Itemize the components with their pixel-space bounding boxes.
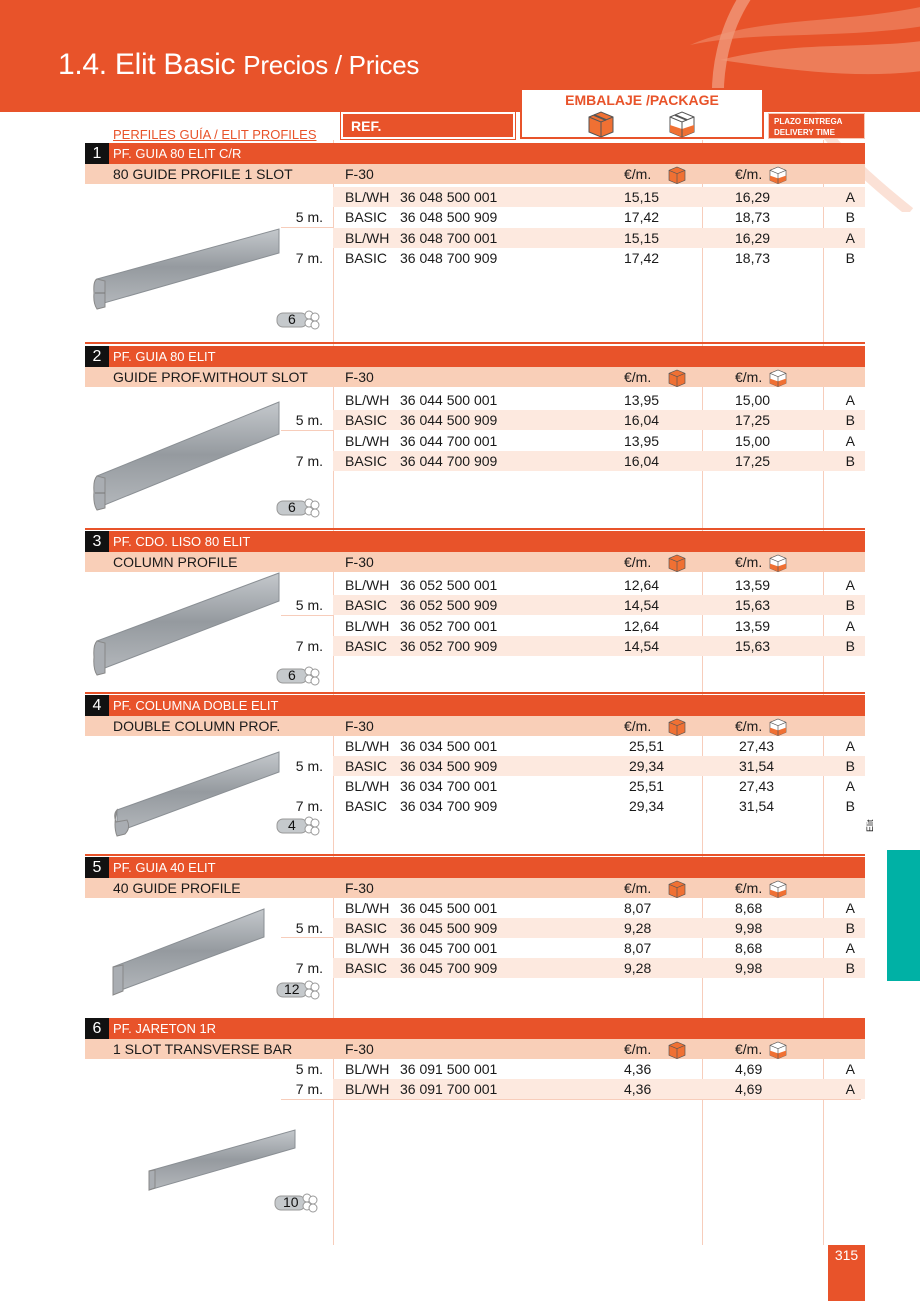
price-open: 31,54: [739, 798, 775, 814]
section-number: 6: [85, 1018, 109, 1039]
finish: BASIC: [345, 453, 388, 469]
section-divider: [85, 692, 865, 694]
box-closed-icon: [667, 879, 687, 899]
ref-code: 36 091 700 001: [400, 1081, 498, 1097]
ref-code: 36 052 500 909: [400, 597, 498, 613]
finish: BL/WH: [345, 1061, 390, 1077]
product-section-3: [85, 531, 865, 694]
delivery-code: A: [845, 189, 855, 205]
table-row: [333, 595, 865, 615]
ref-head: F-30: [345, 718, 374, 734]
section-number: 2: [85, 346, 109, 367]
profile-image: [93, 571, 283, 686]
price-open: 17,25: [735, 453, 771, 469]
profile-image: [93, 396, 283, 516]
price-open: 13,59: [735, 618, 771, 634]
page-title: [58, 48, 419, 82]
price-closed-head: [624, 718, 651, 734]
price-closed: 16,04: [624, 412, 660, 428]
table-row: [333, 918, 865, 938]
table-row: [333, 410, 865, 430]
price-closed: 16,04: [624, 453, 660, 469]
bundle-count: 6: [288, 667, 296, 683]
finish: BASIC: [345, 960, 388, 976]
table-row: [333, 616, 865, 636]
length-label: 5 m.: [295, 1061, 323, 1077]
price-closed: 15,15: [624, 230, 660, 246]
table-row: [333, 636, 865, 656]
price-closed-head: [624, 880, 651, 896]
table-row: [333, 756, 865, 776]
finish: BL/WH: [345, 577, 390, 593]
box-closed-icon: [667, 368, 687, 388]
section-subheader: [85, 367, 865, 387]
delivery-column-header: [768, 113, 865, 139]
bundle-count: 10: [283, 1194, 299, 1210]
section-label: PERFILES GUÍA / ELIT PROFILES: [113, 127, 317, 142]
ref-code: 36 091 500 001: [400, 1061, 498, 1077]
section-title: PF. GUIA 40 ELIT: [113, 860, 216, 875]
section-subheader: [85, 878, 865, 898]
product-section-6: [85, 1018, 865, 1228]
table-row: [333, 390, 865, 410]
table-row: [333, 796, 865, 816]
table-row: [333, 958, 865, 978]
package-header-label: EMBALAJE /PACKAGE: [565, 92, 719, 108]
delivery-code: A: [845, 230, 855, 246]
price-closed: 4,36: [624, 1061, 652, 1077]
price-open: 15,63: [735, 638, 771, 654]
box-closed-icon: [667, 1040, 687, 1060]
product-section-5: [85, 857, 865, 1017]
price-closed-label: €/m.: [624, 718, 652, 734]
finish: BASIC: [345, 597, 388, 613]
section-title: PF. GUIA 80 ELIT: [113, 349, 216, 364]
bundle-icon: [275, 979, 321, 1006]
box-open-icon: [768, 368, 788, 388]
product-name: 1 SLOT TRANSVERSE BAR: [113, 1041, 293, 1057]
finish: BASIC: [345, 209, 388, 225]
price-open: 15,00: [735, 433, 771, 449]
length-label: 7 m.: [295, 1081, 323, 1097]
price-closed-label: €/m.: [624, 369, 652, 385]
section-subheader: [85, 164, 865, 184]
price-closed: 9,28: [624, 920, 652, 936]
price-closed: 4,36: [624, 1081, 652, 1097]
package-column-header: [520, 88, 764, 139]
delivery-code: A: [845, 577, 855, 593]
ref-code: 36 044 500 001: [400, 392, 498, 408]
price-closed-label: €/m.: [624, 880, 652, 896]
delivery-code: A: [845, 1061, 855, 1077]
section-title: PF. COLUMNA DOBLE ELIT: [113, 698, 279, 713]
box-open-icon: [768, 165, 788, 185]
price-open: 18,73: [735, 209, 771, 225]
ref-code: 36 034 700 001: [400, 778, 498, 794]
ref-column-header: REF.: [341, 112, 515, 139]
ref-code: 36 045 700 001: [400, 940, 498, 956]
price-open-label: €/m.: [735, 369, 763, 385]
table-row: [333, 187, 865, 207]
price-closed: 15,15: [624, 189, 660, 205]
delivery-code: B: [845, 597, 855, 613]
ref-code: 36 034 500 001: [400, 738, 498, 754]
finish: BL/WH: [345, 230, 390, 246]
price-open: 9,98: [735, 920, 763, 936]
length-label: 5 m.: [295, 412, 323, 428]
delivery-code: A: [845, 1081, 855, 1097]
price-closed: 13,95: [624, 433, 660, 449]
delivery-code: B: [845, 758, 855, 774]
table-row: [333, 207, 865, 227]
product-name: COLUMN PROFILE: [113, 554, 238, 570]
price-open: 8,68: [735, 940, 763, 956]
length-label: 7 m.: [295, 250, 323, 266]
price-closed: 25,51: [629, 778, 665, 794]
profile-image: [113, 750, 283, 845]
price-open-label: €/m.: [735, 718, 763, 734]
table-row: [333, 451, 865, 471]
finish: BASIC: [345, 412, 388, 428]
box-closed-icon: [667, 165, 687, 185]
price-open: 27,43: [739, 778, 775, 794]
product-section-1: [85, 143, 865, 343]
table-row: [333, 898, 865, 918]
table-row: [333, 776, 865, 796]
product-name: 40 GUIDE PROFILE: [113, 880, 241, 896]
delivery-header-line2: DELIVERY TIME: [774, 128, 835, 137]
header-banner: [0, 0, 920, 112]
page-number-box: [828, 1245, 865, 1301]
section-number: 4: [85, 695, 109, 716]
ref-code: 36 034 500 909: [400, 758, 498, 774]
profile-image: [109, 907, 269, 1007]
price-open-label: €/m.: [735, 554, 763, 570]
finish: BASIC: [345, 920, 388, 936]
finish: BL/WH: [345, 433, 390, 449]
profile-image: [93, 223, 283, 323]
price-open-head: [735, 1041, 762, 1057]
finish: BL/WH: [345, 900, 390, 916]
delivery-code: B: [845, 920, 855, 936]
price-open-label: €/m.: [735, 1041, 763, 1057]
finish: BL/WH: [345, 940, 390, 956]
table-row: [333, 575, 865, 595]
ref-code: 36 048 500 001: [400, 189, 498, 205]
length-label: 5 m.: [295, 209, 323, 225]
finish: BL/WH: [345, 392, 390, 408]
price-closed-label: €/m.: [624, 166, 652, 182]
length-label: 5 m.: [295, 597, 323, 613]
finish: BASIC: [345, 798, 388, 814]
delivery-code: A: [845, 900, 855, 916]
section-header: [85, 531, 865, 552]
ref-head: F-30: [345, 1041, 374, 1057]
ref-code: 36 044 700 909: [400, 453, 498, 469]
price-closed: 29,34: [629, 758, 665, 774]
ref-code: 36 034 700 909: [400, 798, 498, 814]
delivery-code: B: [845, 960, 855, 976]
bundle-icon: [275, 309, 321, 336]
length-separator: [281, 227, 333, 228]
finish: BL/WH: [345, 1081, 390, 1097]
bundle-count: 4: [288, 817, 296, 833]
delivery-code: B: [845, 638, 855, 654]
ref-head: F-30: [345, 880, 374, 896]
box-closed-icon: [586, 110, 616, 138]
page-title-sub: Precios / Prices: [243, 50, 420, 80]
section-header: [85, 695, 865, 716]
delivery-code: A: [845, 392, 855, 408]
product-section-4: [85, 695, 865, 855]
section-title: PF. JARETON 1R: [113, 1021, 217, 1036]
bundle-count: 12: [284, 981, 300, 997]
price-open: 27,43: [739, 738, 775, 754]
ref-code: 36 045 500 909: [400, 920, 498, 936]
price-open-head: [735, 718, 762, 734]
finish: BASIC: [345, 250, 388, 266]
ref-code: 36 044 700 001: [400, 433, 498, 449]
price-closed-head: [624, 1041, 651, 1057]
ref-head: F-30: [345, 166, 374, 182]
price-closed-head: [624, 369, 651, 385]
price-closed: 12,64: [624, 618, 660, 634]
price-open: 9,98: [735, 960, 763, 976]
finish: BL/WH: [345, 738, 390, 754]
section-number: 1: [85, 143, 109, 164]
product-section-2: [85, 346, 865, 530]
price-open: 8,68: [735, 900, 763, 916]
page-number: 315: [834, 1247, 859, 1263]
box-open-icon: [768, 879, 788, 899]
chapter-side-label: Elit: [865, 819, 875, 832]
price-open-label: €/m.: [735, 166, 763, 182]
price-open-label: €/m.: [735, 880, 763, 896]
ref-code: 36 052 700 909: [400, 638, 498, 654]
length-label: 7 m.: [295, 798, 323, 814]
page-title-main: 1.4. Elit Basic: [58, 48, 236, 81]
length-label: 7 m.: [295, 960, 323, 976]
price-open: 31,54: [739, 758, 775, 774]
finish: BL/WH: [345, 189, 390, 205]
section-number: 5: [85, 857, 109, 878]
box-open-icon: [667, 110, 697, 138]
price-closed: 9,28: [624, 960, 652, 976]
ref-code: 36 052 500 001: [400, 577, 498, 593]
delivery-header-line1: PLAZO ENTREGA: [774, 117, 843, 126]
ref-head: F-30: [345, 554, 374, 570]
section-title: PF. GUIA 80 ELIT C/R: [113, 146, 242, 161]
price-closed: 17,42: [624, 250, 660, 266]
finish: BASIC: [345, 758, 388, 774]
price-closed: 29,34: [629, 798, 665, 814]
table-row: [333, 938, 865, 958]
length-separator: [281, 1099, 861, 1100]
length-label: 5 m.: [295, 920, 323, 936]
section-subheader: [85, 716, 865, 736]
ref-code: 36 045 500 001: [400, 900, 498, 916]
table-row: [333, 1079, 865, 1099]
price-open: 15,63: [735, 597, 771, 613]
price-open: 18,73: [735, 250, 771, 266]
delivery-code: B: [845, 798, 855, 814]
length-label: 7 m.: [295, 453, 323, 469]
price-closed-head: [624, 166, 651, 182]
price-closed-label: €/m.: [624, 554, 652, 570]
section-title: PF. CDO. LISO 80 ELIT: [113, 534, 251, 549]
price-closed: 14,54: [624, 597, 660, 613]
price-open: 4,69: [735, 1061, 763, 1077]
bundle-icon: [275, 665, 321, 692]
length-separator: [281, 430, 333, 431]
table-row: [333, 228, 865, 248]
ref-code: 36 052 700 001: [400, 618, 498, 634]
ref-code: 36 048 700 909: [400, 250, 498, 266]
section-divider: [85, 854, 865, 856]
ref-code: 36 045 700 909: [400, 960, 498, 976]
section-divider: [85, 528, 865, 530]
price-open: 17,25: [735, 412, 771, 428]
delivery-code: A: [845, 738, 855, 754]
length-separator: [281, 615, 333, 616]
section-header: [85, 143, 865, 164]
finish: BL/WH: [345, 618, 390, 634]
delivery-code: B: [845, 412, 855, 428]
ref-code: 36 048 500 909: [400, 209, 498, 225]
section-subheader: [85, 552, 865, 572]
table-row: [333, 248, 865, 268]
price-closed: 12,64: [624, 577, 660, 593]
price-open-head: [735, 369, 762, 385]
table-row: [333, 736, 865, 756]
bundle-count: 6: [288, 311, 296, 327]
finish: BASIC: [345, 638, 388, 654]
price-closed: 8,07: [624, 900, 652, 916]
box-closed-icon: [667, 717, 687, 737]
price-open-head: [735, 166, 762, 182]
ref-code: 36 044 500 909: [400, 412, 498, 428]
delivery-code: A: [845, 433, 855, 449]
price-open: 16,29: [735, 189, 771, 205]
price-closed: 8,07: [624, 940, 652, 956]
price-open: 16,29: [735, 230, 771, 246]
price-open-head: [735, 880, 762, 896]
length-label: 7 m.: [295, 638, 323, 654]
delivery-code: A: [845, 778, 855, 794]
delivery-code: B: [845, 453, 855, 469]
section-header: [85, 857, 865, 878]
delivery-code: B: [845, 250, 855, 266]
profile-image: [145, 1126, 300, 1201]
delivery-code: A: [845, 940, 855, 956]
price-closed: 14,54: [624, 638, 660, 654]
price-closed: 17,42: [624, 209, 660, 225]
price-open-head: [735, 554, 762, 570]
chapter-tab: [887, 850, 920, 981]
section-subheader: [85, 1039, 865, 1059]
section-header: [85, 346, 865, 367]
section-header: [85, 1018, 865, 1039]
delivery-code: A: [845, 618, 855, 634]
bundle-icon: [273, 1192, 319, 1219]
price-open: 13,59: [735, 577, 771, 593]
box-open-icon: [768, 717, 788, 737]
price-open: 15,00: [735, 392, 771, 408]
finish: BL/WH: [345, 778, 390, 794]
box-closed-icon: [667, 553, 687, 573]
box-open-icon: [768, 553, 788, 573]
length-label: 5 m.: [295, 758, 323, 774]
length-separator: [281, 937, 333, 938]
bundle-icon: [275, 815, 321, 842]
table-row: [333, 431, 865, 451]
price-closed-head: [624, 554, 651, 570]
delivery-code: B: [845, 209, 855, 225]
box-open-icon: [768, 1040, 788, 1060]
price-open: 4,69: [735, 1081, 763, 1097]
price-closed-label: €/m.: [624, 1041, 652, 1057]
product-name: GUIDE PROF.WITHOUT SLOT: [113, 369, 308, 385]
table-row: [333, 1059, 865, 1079]
price-closed: 13,95: [624, 392, 660, 408]
price-closed: 25,51: [629, 738, 665, 754]
product-name: DOUBLE COLUMN PROF.: [113, 718, 281, 734]
product-name: 80 GUIDE PROFILE 1 SLOT: [113, 166, 293, 182]
bundle-count: 6: [288, 499, 296, 515]
section-divider: [85, 342, 865, 344]
ref-code: 36 048 700 001: [400, 230, 498, 246]
ref-head: F-30: [345, 369, 374, 385]
bundle-icon: [275, 497, 321, 524]
section-number: 3: [85, 531, 109, 552]
